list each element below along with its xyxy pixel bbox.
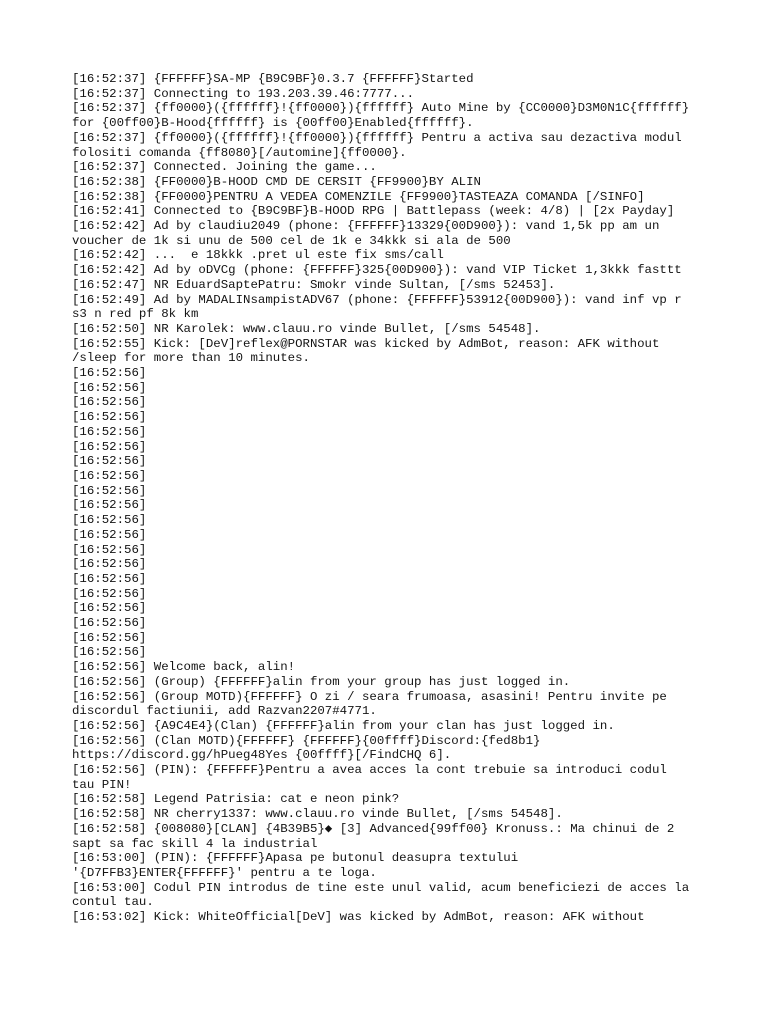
log-line: [16:52:37] {FFFFFF}SA-MP {B9C9BF}0.3.7 {FFFFFF}Started — [72, 72, 474, 86]
log-line: /sleep for more than 10 minutes. — [72, 351, 310, 366]
log-line: https://discord.gg/hPueg48Yes {00ffff}[/FindCHQ 6]. — [72, 748, 452, 763]
log-line: [16:52:41] Connected to {B9C9BF}B-HOOD RPG | Battlepass (week: 4/8) | [2x Payday] — [72, 204, 675, 219]
log-line: [16:52:56] — [72, 557, 147, 572]
log-line: [16:52:56] — [72, 586, 147, 601]
log-line: [16:52:56] — [72, 366, 147, 381]
log-line: [16:52:37] Connecting to 193.203.39.46:7777... — [72, 86, 415, 101]
log-line: [16:52:56] — [72, 468, 147, 483]
log-line: [16:52:37] {ff0000}({ffffff}!{ff0000}){ffffff} Pentru a activa sau dezactiva modul — [72, 130, 682, 145]
log-line: [16:52:56] — [72, 498, 147, 513]
log-line: [16:52:56] — [72, 601, 147, 616]
log-line: sapt sa fac skill 4 la industrial — [72, 836, 318, 851]
log-line: [16:52:55] Kick: [DeV]reflex@PORNSTAR was kicked by AdmBot, reason: AFK without — [72, 336, 660, 351]
log-line: [16:52:56] — [72, 513, 147, 528]
log-line: [16:52:56] — [72, 380, 147, 395]
log-line: '{D7FFB3}ENTER{FFFFFF}' pentru a te loga. — [72, 865, 377, 880]
log-line: folositi comanda {ff8080}[/automine]{ff0000}. — [72, 145, 407, 160]
log-line: [16:52:56] — [72, 395, 147, 410]
log-line: [16:53:00] Codul PIN introdus de tine este unul valid, acum beneficiezi de acces la — [72, 880, 690, 895]
log-line: [16:52:47] NR EduardSaptePatru: Smokr vinde Sultan, [/sms 52453]. — [72, 277, 556, 292]
log-line: tau PIN! — [72, 777, 132, 792]
log-line: [16:52:56] {A9C4E4}(Clan) {FFFFFF}alin from your clan has just logged in. — [72, 718, 615, 733]
log-line: [16:52:56] — [72, 542, 147, 557]
log-line: voucher de 1k si unu de 500 cel de 1k e 34kkk si ala de 500 — [72, 233, 511, 248]
log-line: [16:52:56] — [72, 616, 147, 631]
log-line: [16:52:49] Ad by MADALINsampistADV67 (phone: {FFFFFF}53912{00D900}): vand inf vp r — [72, 292, 682, 307]
log-line: [16:52:58] {008080}[CLAN] {4B39B5}◆ [3] Advanced{99ff00} Kronuss.: Ma chinui de 2 — [72, 821, 675, 836]
log-line: discordul factiunii, add Razvan2207#4771. — [72, 704, 377, 719]
log-line: [16:52:56] — [72, 645, 147, 660]
log-line: [16:52:58] Legend Patrisia: cat e neon pink? — [72, 792, 400, 807]
log-line: s3 n red pf 8k km — [72, 307, 199, 322]
log-line: for {00ff00}B-Hood{ffffff} is {00ff00}Enabled{ffffff}. — [72, 116, 474, 131]
log-line: [16:52:37] {ff0000}({ffffff}!{ff0000}){ffffff} Auto Mine by {CC0000}D3M0N1C{ffffff} — [72, 101, 690, 116]
log-line: [16:52:42] Ad by claudiu2049 (phone: {FFFFFF}13329{00D900}): vand 1,5k pp am un — [72, 219, 660, 234]
log-line: contul tau. — [72, 895, 154, 910]
log-line: [16:52:37] Connected. Joining the game... — [72, 160, 377, 175]
log-line: [16:52:56] (Clan MOTD){FFFFFF} {FFFFFF}{00ffff}Discord:{fed8b1} — [72, 733, 541, 748]
log-line: [16:52:56] — [72, 483, 147, 498]
log-line: [16:52:42] ... e 18kkk .pret ul este fix sms/call — [72, 248, 444, 263]
log-line: [16:52:56] — [72, 424, 147, 439]
log-line: [16:52:56] — [72, 630, 147, 645]
log-line: [16:52:50] NR Karolek: www.clauu.ro vinde Bullet, [/sms 54548]. — [72, 321, 541, 336]
log-line: [16:52:56] — [72, 410, 147, 425]
log-line: [16:52:56] Welcome back, alin! — [72, 660, 296, 675]
log-line: [16:52:56] — [72, 571, 147, 586]
log-line: [16:53:00] (PIN): {FFFFFF}Apasa pe butonul deasupra textului — [72, 851, 519, 866]
log-line: [16:52:42] Ad by oDVCg (phone: {FFFFFF}325{00D900}): vand VIP Ticket 1,3kkk fasttt — [72, 263, 682, 278]
log-line: [16:52:56] (Group) {FFFFFF}alin from your group has just logged in. — [72, 674, 571, 689]
log-line: [16:52:56] — [72, 454, 147, 469]
log-line: [16:52:56] — [72, 439, 147, 454]
chat-log — [72, 72, 712, 925]
log-line: [16:52:56] (PIN): {FFFFFF}Pentru a avea acces la cont trebuie sa introduci codul — [72, 763, 667, 778]
log-line: [16:52:58] NR cherry1337: www.clauu.ro vinde Bullet, [/sms 54548]. — [72, 807, 563, 822]
log-line: [16:53:02] Kick: WhiteOfficial[DeV] was kicked by AdmBot, reason: AFK without — [72, 910, 645, 925]
log-line: [16:52:56] (Group MOTD){FFFFFF} O zi / seara frumoasa, asasini! Pentru invite pe — [72, 689, 667, 704]
log-line: [16:52:38] {FF0000}PENTRU A VEDEA COMENZILE {FF9900}TASTEAZA COMANDA [/SINFO] — [72, 189, 645, 204]
log-line: [16:52:38] {FF0000}B-HOOD CMD DE CERSIT {FF9900}BY ALIN — [72, 174, 481, 189]
log-line: [16:52:56] — [72, 527, 147, 542]
